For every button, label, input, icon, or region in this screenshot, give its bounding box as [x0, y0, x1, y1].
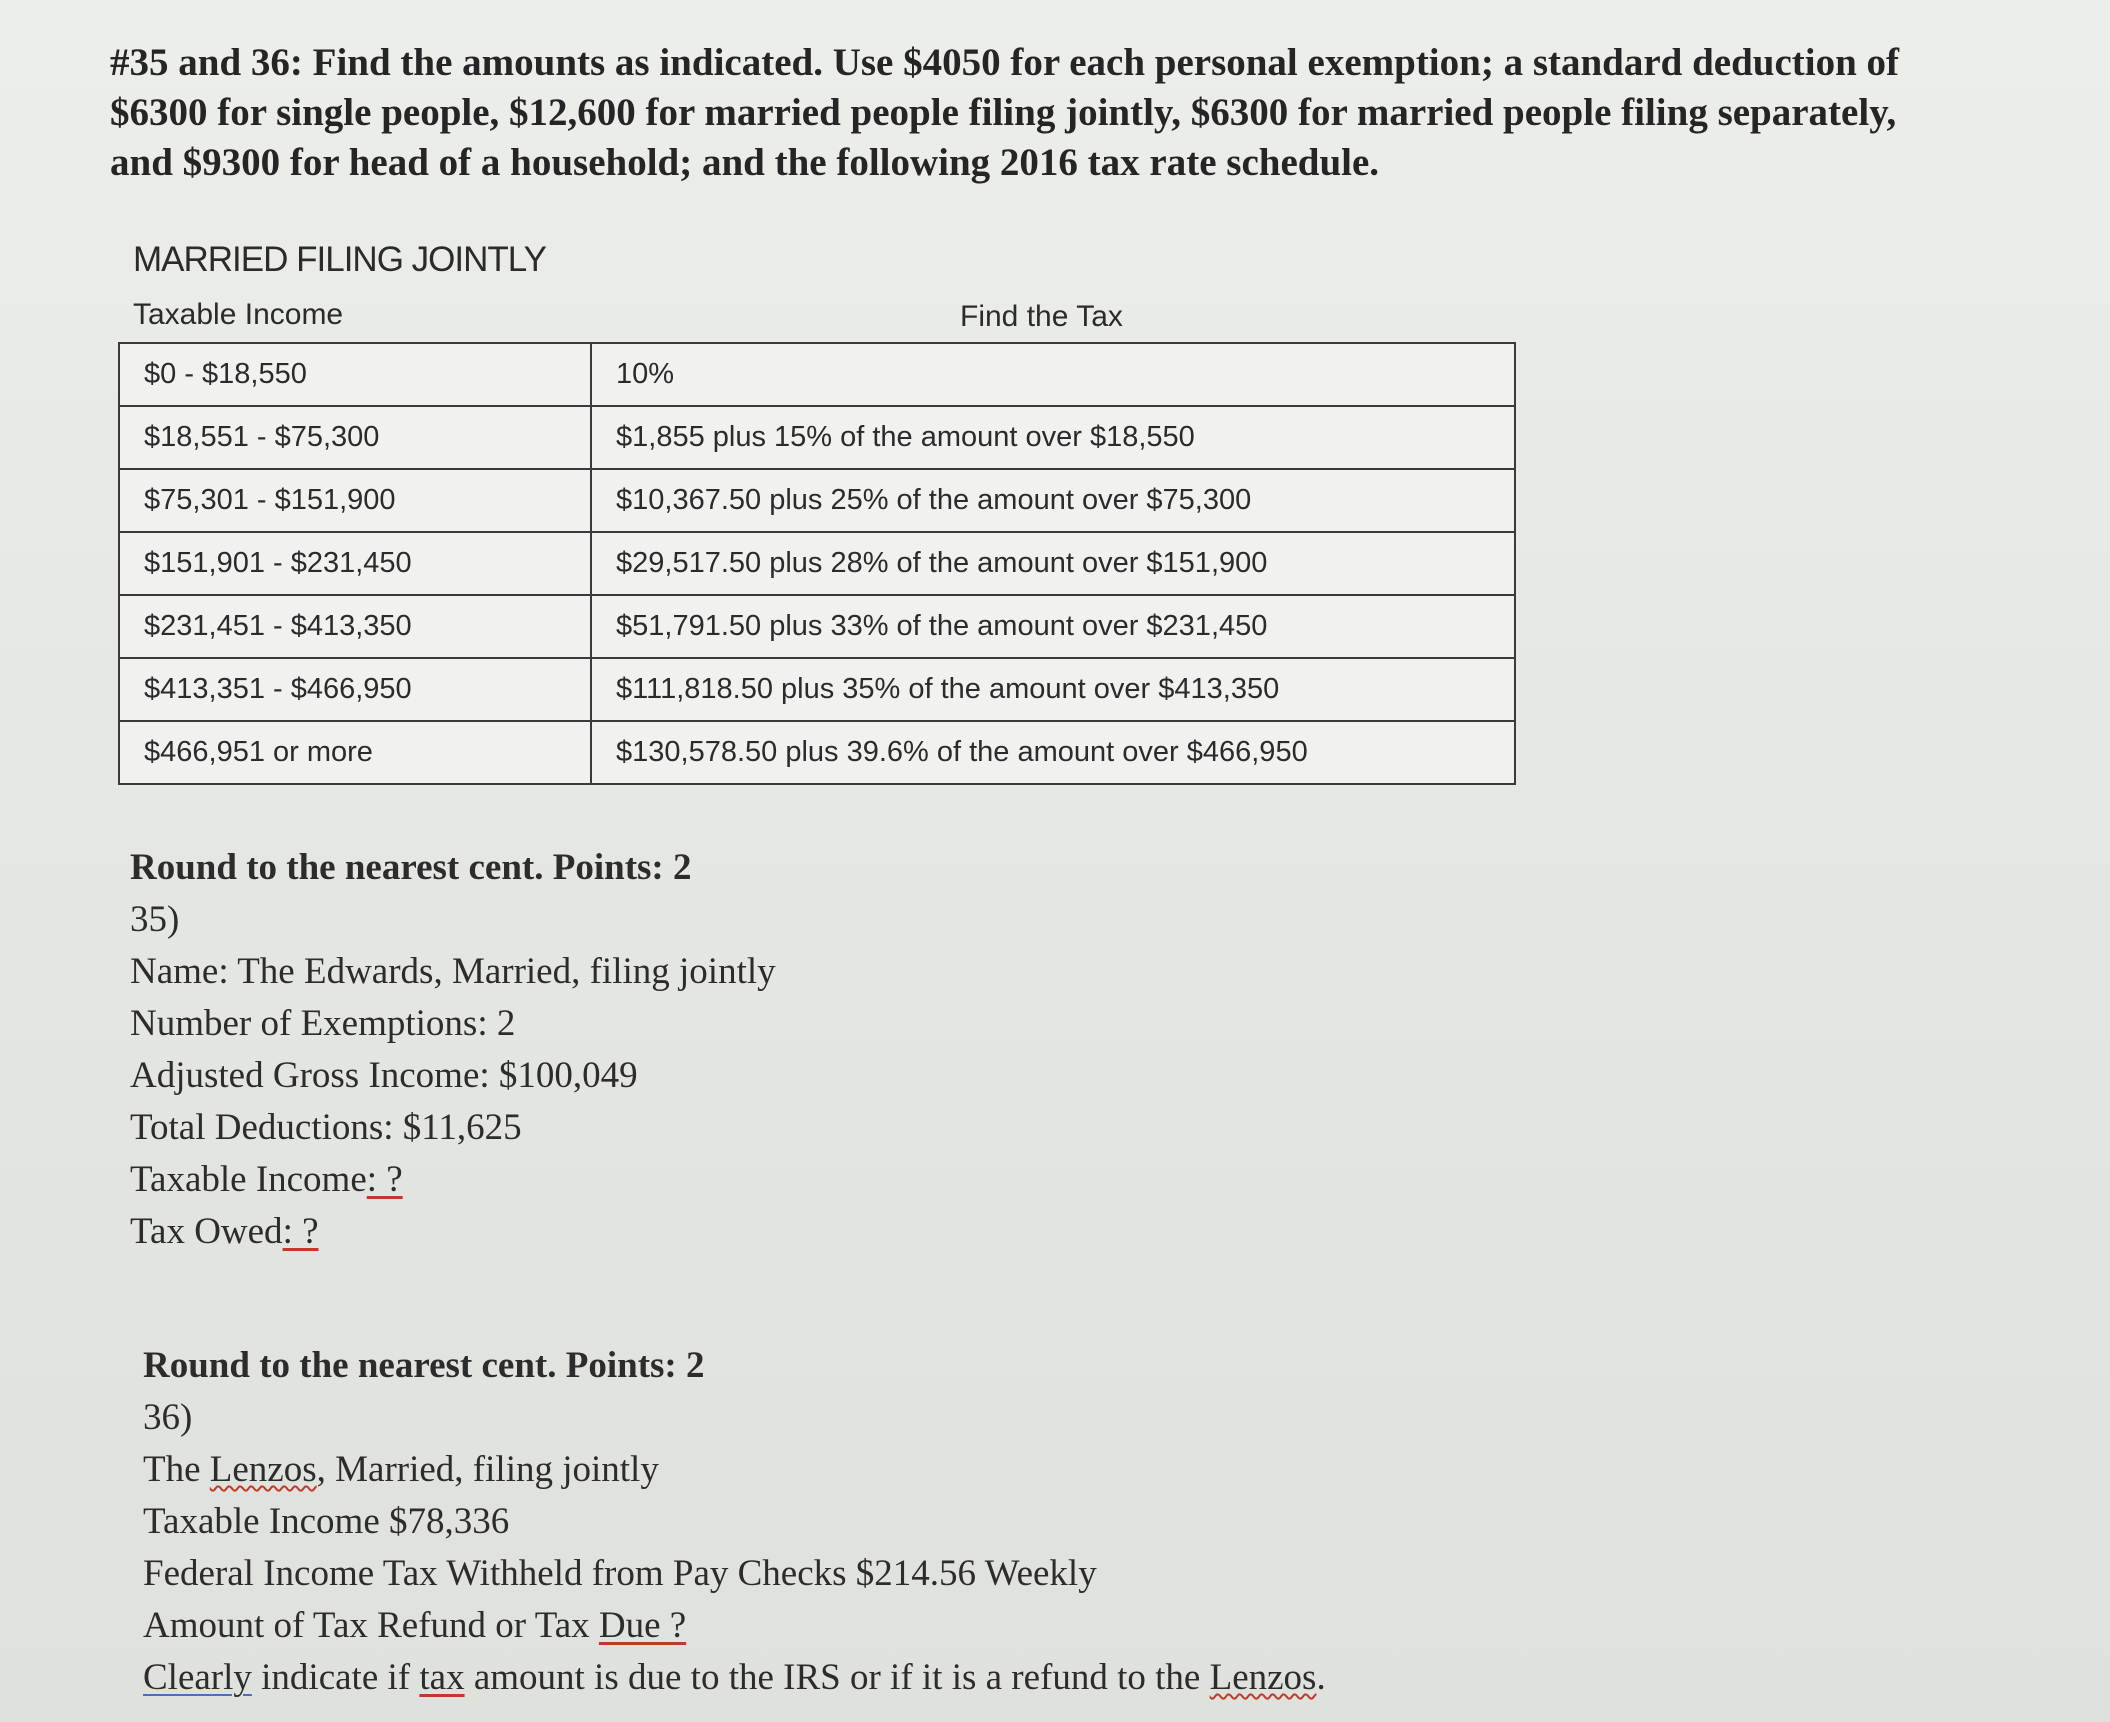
table-row: [119, 532, 1515, 595]
tax-rate-table: [118, 342, 1516, 785]
tax-owed-label: Tax Owed: [130, 1211, 283, 1252]
taxable-income-answer-blank[interactable]: : ?: [366, 1159, 403, 1200]
family-name: Lenzos: [209, 1449, 317, 1490]
name-suffix: , Married, filing jointly: [316, 1449, 659, 1490]
problem-36-withheld: Federal Income Tax Withheld from Pay Checks $214.56 Weekly: [143, 1553, 1097, 1594]
income-range-cell: $0 - $18,550: [119, 343, 591, 406]
tax-formula-cell: 10%: [591, 343, 1515, 406]
income-range-cell: $151,901 - $231,450: [119, 532, 591, 595]
problem-36-refund-or-due: [143, 1600, 1326, 1652]
income-range-cell: $75,301 - $151,900: [119, 469, 591, 532]
table-row: [119, 658, 1515, 721]
instructions: [110, 38, 2050, 188]
tax-formula-cell: $1,855 plus 15% of the amount over $18,550: [591, 406, 1515, 469]
table-row: [119, 595, 1515, 658]
instruction-clearly: Clearly: [143, 1657, 252, 1698]
income-range-cell: $231,451 - $413,350: [119, 595, 591, 658]
tax-formula-cell: $111,818.50 plus 35% of the amount over $413,350: [591, 658, 1515, 721]
problem-35-number: 35): [130, 899, 180, 940]
income-range-cell: $466,951 or more: [119, 721, 591, 784]
problem-35-exemptions: Number of Exemptions: 2: [130, 1003, 516, 1044]
problem-36-taxable-income: Taxable Income $78,336: [143, 1501, 510, 1542]
instruction-text-2: amount is due to the IRS or if it is a refund to the: [464, 1657, 1210, 1698]
refund-label: Amount of Tax Refund or Tax: [143, 1605, 599, 1646]
problem-35: [130, 842, 776, 1258]
tax-formula-cell: $10,367.50 plus 25% of the amount over $75,300: [591, 469, 1515, 532]
name-prefix: The: [143, 1449, 210, 1490]
table-row: [119, 721, 1515, 784]
problem-35-tax-owed: [130, 1206, 776, 1258]
problem-35-taxable-income: [130, 1154, 776, 1206]
problem-35-name: Name: The Edwards, Married, filing jointly: [130, 951, 776, 992]
table-row: [119, 469, 1515, 532]
instructions-line-3: and $9300 for head of a household; and the following 2016 tax rate schedule.: [110, 141, 1380, 184]
tax-owed-answer-blank[interactable]: : ?: [282, 1211, 319, 1252]
column-header-taxable-income: Taxable Income: [133, 298, 344, 331]
instructions-line-1: #35 and 36: Find the amounts as indicated. Use $4050 for each personal exemption; a standard deduction of: [110, 41, 1900, 84]
problem-36-instruction: [143, 1652, 1326, 1704]
problem-35-agi: Adjusted Gross Income: $100,049: [130, 1055, 638, 1096]
refund-due-answer-blank[interactable]: Due ?: [598, 1605, 687, 1646]
tax-formula-cell: $130,578.50 plus 39.6% of the amount over $466,950: [591, 721, 1515, 784]
instruction-text: indicate if: [251, 1657, 420, 1698]
problem-36-number: 36): [143, 1397, 193, 1438]
income-range-cell: $18,551 - $75,300: [119, 406, 591, 469]
instruction-family-name: Lenzos: [1209, 1657, 1317, 1698]
tax-formula-cell: $29,517.50 plus 28% of the amount over $151,900: [591, 532, 1515, 595]
problem-36-heading: Round to the nearest cent. Points: 2: [143, 1345, 705, 1386]
instruction-tax: tax: [419, 1657, 465, 1698]
problem-36: [143, 1340, 1326, 1704]
taxable-income-label: Taxable Income: [130, 1159, 367, 1200]
instruction-period: .: [1316, 1657, 1326, 1698]
tax-formula-cell: $51,791.50 plus 33% of the amount over $231,450: [591, 595, 1515, 658]
problem-35-heading: Round to the nearest cent. Points: 2: [130, 847, 692, 888]
problem-35-deductions: Total Deductions: $11,625: [130, 1107, 522, 1148]
schedule-title: MARRIED FILING JOINTLY: [133, 240, 546, 279]
table-row: [119, 343, 1515, 406]
problem-36-name: [143, 1444, 1326, 1496]
income-range-cell: $413,351 - $466,950: [119, 658, 591, 721]
column-header-find-tax: Find the Tax: [960, 300, 1123, 333]
table-row: [119, 406, 1515, 469]
instructions-line-2: $6300 for single people, $12,600 for married people filing jointly, $6300 for married people filing separately,: [110, 91, 1897, 134]
